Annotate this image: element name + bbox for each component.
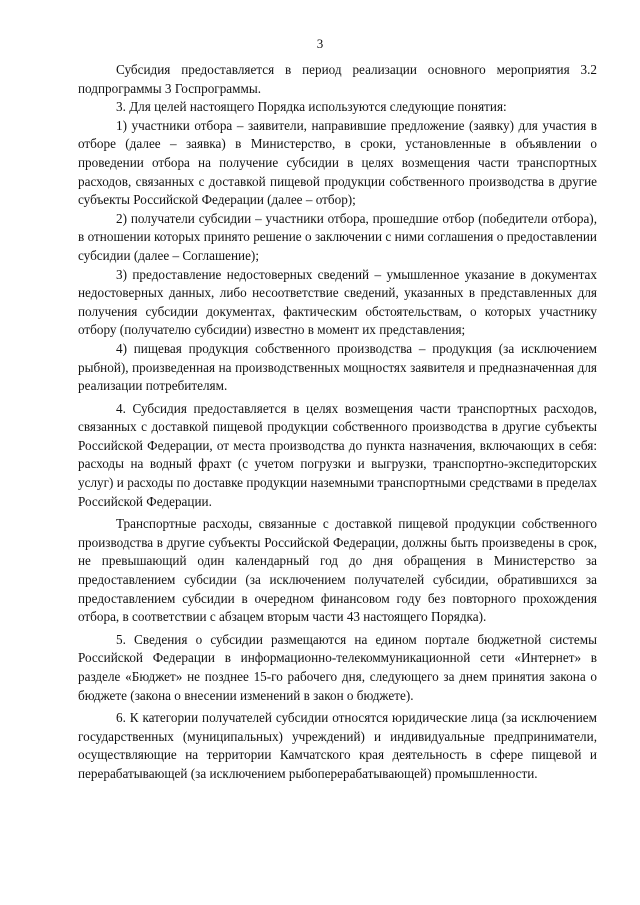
paragraph-definition-food-products: 4) пищевая продукция собственного производства – продукция (за исключением рыбной), произведенная на производственных мощностях заявителя и предназначенная для реализации потребителям.	[78, 340, 597, 394]
paragraph-subsidy-purpose: 4. Субсидия предоставляется в целях возмещения части транспортных расходов, связанных с доставкой пищевой продукции собственного производства в другие субъекты Российской Федерации, от места производства до пункта назначения, включающих в себя: расходы на водный фрахт (с учетом погрузки и выгрузки, транспортно-экспедиторских услуг) и расходы по доставке продукции наземными транспортными средствами в пределах Российской Федерации.	[78, 400, 597, 509]
paragraph-definition-recipients: 2) получатели субсидии – участники отбора, прошедшие отбор (победители отбора), в отношении которых принято решение о заключении с ними соглашения о предоставлении субсидии (далее – Соглашение);	[78, 210, 597, 263]
paragraph-recipient-categories: 6. К категории получателей субсидии относятся юридические лица (за исключением государственных (муниципальных) учреждений) и индивидуальные предприниматели, осуществляющие на территории Камчатского края деятельность в сфере пищевой и перерабатывающей (за исключением рыбоперерабатывающей) промышленности.	[78, 710, 597, 781]
page-number: 3	[316, 36, 324, 51]
paragraph-subsidy-information: 5. Сведения о субсидии размещаются на едином портале бюджетной системы Российской Федерации в информационно-телекоммуникационной сети «Интернет» в разделе «Бюджет» не позднее 15-го рабочего дня, следующего за днем принятия закона о бюджете (закона о внесении изменений в закон о бюджете).	[78, 631, 597, 703]
paragraph-definition-participants: 1) участники отбора – заявители, направившие предложение (заявку) для участия в отборе (далее – заявка) в Министерство, в сроки, установленные в объявлении о проведении отбора на получение субсидии в целях возмещения части транспортных расходов, связанных с доставкой пищевой продукции собственного производства в другие субъекты Российской Федерации (далее – отбор);	[78, 117, 597, 208]
paragraph-definition-false-information: 3) предоставление недостоверных сведений – умышленное указание в документах недостоверных данных, либо несоответствие сведений, указанных в представленных для получения субсидии документах, фактическим обстоятельствам, о которых участнику отбору (получателю субсидии) известно в момент их представления;	[78, 266, 597, 338]
document-body	[78, 61, 597, 784]
paragraph-subsidy-period: Субсидия предоставляется в период реализации основного мероприятия 3.2 подпрограммы 3 Госпрограммы.	[78, 62, 597, 96]
paragraph-definitions-intro: 3. Для целей настоящего Порядка используются следующие понятия:	[116, 99, 507, 115]
paragraph-transport-costs: Транспортные расходы, связанные с доставкой пищевой продукции собственного производства в другие субъекты Российской Федерации, должны быть произведены в срок, не превышающий один календарный год до дня обращения в Министерство за предоставлением субсидии (за исключением получателей субсидии, обратившихся за предоставлением субсидии в очередном финансовом году без повторного прохождения отбора, в соответствии с абзацем вторым части 43 настоящего Порядка).	[78, 516, 597, 625]
